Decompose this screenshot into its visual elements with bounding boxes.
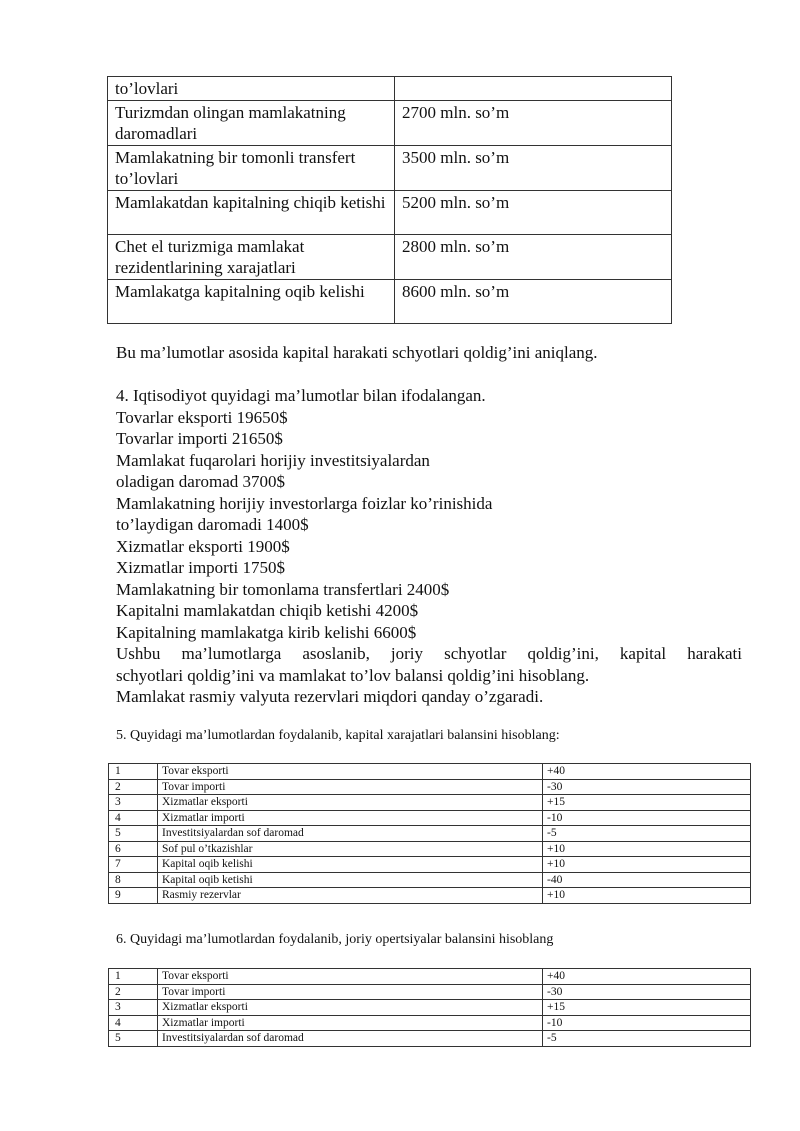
table-row: [108, 235, 672, 280]
table-row: [109, 1031, 751, 1047]
row-value: -5: [543, 1031, 751, 1047]
table-row: [109, 888, 751, 904]
table-row: [109, 810, 751, 826]
table-row: [109, 969, 751, 985]
table-cell-label: Chet el turizmiga mamlakat rezidentlarining xarajatlari: [108, 235, 395, 280]
task4-line: Mamlakat fuqarolari horijiy investitsiyalardan: [116, 450, 430, 470]
table-row: [109, 1000, 751, 1016]
table-cell-label: Mamlakatga kapitalning oqib kelishi: [108, 280, 395, 324]
task4-line: Mamlakatning horijiy investorlarga foizlar ko’rinishida: [116, 493, 493, 513]
row-number: 3: [109, 795, 158, 811]
task5-title: 5. Quyidagi ma’lumotlardan foydalanib, kapital xarajatlari balansini hisoblang:: [116, 728, 560, 743]
row-name: Kapital oqib kelishi: [158, 857, 543, 873]
table-cell-value: 3500 mln. so’m: [395, 146, 672, 191]
table-row: [108, 146, 672, 191]
table-cell-label: to’lovlari: [108, 77, 395, 101]
row-number: 1: [109, 969, 158, 985]
row-value: -30: [543, 984, 751, 1000]
table-row: [109, 764, 751, 780]
table-row: [109, 779, 751, 795]
table-row: [109, 841, 751, 857]
row-name: Investitsiyalardan sof daromad: [158, 826, 543, 842]
task5-table: [108, 763, 751, 904]
row-name: Investitsiyalardan sof daromad: [158, 1031, 543, 1047]
row-name: Sof pul o’tkazishlar: [158, 841, 543, 857]
table-cell-value: 2700 mln. so’m: [395, 101, 672, 146]
table-cell-value: [395, 77, 672, 101]
task4-line: oladigan daromad 3700$: [116, 472, 286, 491]
row-value: +10: [543, 841, 751, 857]
task4-line: Mamlakatning bir tomonlama transfertlari 2400$: [116, 579, 450, 599]
row-number: 7: [109, 857, 158, 873]
task4-question: Mamlakat rasmiy valyuta rezervlari miqdori qanday o’zgaradi.: [116, 687, 544, 706]
row-value: +10: [543, 857, 751, 873]
row-value: -40: [543, 872, 751, 888]
row-name: Xizmatlar eksporti: [158, 795, 543, 811]
row-number: 4: [109, 1015, 158, 1031]
row-name: Tovar eksporti: [158, 969, 543, 985]
table-row: [109, 1015, 751, 1031]
row-number: 2: [109, 779, 158, 795]
row-name: Xizmatlar eksporti: [158, 1000, 543, 1016]
task4-question: Ushbu ma’lumotlarga asoslanib, joriy schyotlar qoldig’ini, kapital harakati: [116, 644, 742, 663]
row-number: 2: [109, 984, 158, 1000]
task4-question: schyotlari qoldig’ini va mamlakat to’lov balansi qoldig’ini hisoblang.: [116, 665, 590, 685]
task3-question: Bu ma’lumotlar asosida kapital harakati schyotlari qoldig’ini aniqlang.: [116, 343, 598, 362]
task4-intro: 4. Iqtisodiyot quyidagi ma’lumotlar bilan ifodalangan.: [116, 386, 486, 405]
task6-table: [108, 968, 751, 1047]
table-cell-value: 8600 mln. so’m: [395, 280, 672, 324]
task4-line: Tovarlar eksporti 19650$: [116, 407, 288, 427]
row-name: Kapital oqib ketishi: [158, 872, 543, 888]
row-number: 9: [109, 888, 158, 904]
row-value: -5: [543, 826, 751, 842]
row-number: 6: [109, 841, 158, 857]
row-name: Xizmatlar importi: [158, 1015, 543, 1031]
task4-line: Kapitalning mamlakatga kirib kelishi 6600$: [116, 622, 417, 642]
row-value: +10: [543, 888, 751, 904]
balance-data-table: [107, 76, 672, 324]
row-name: Rasmiy rezervlar: [158, 888, 543, 904]
table-row: [108, 101, 672, 146]
row-value: -10: [543, 1015, 751, 1031]
table-row: [109, 795, 751, 811]
row-name: Xizmatlar importi: [158, 810, 543, 826]
row-name: Tovar importi: [158, 984, 543, 1000]
table-row: [109, 857, 751, 873]
row-number: 4: [109, 810, 158, 826]
task4-line: Xizmatlar eksporti 1900$: [116, 536, 290, 556]
row-number: 5: [109, 1031, 158, 1047]
task6-title: 6. Quyidagi ma’lumotlardan foydalanib, joriy opertsiyalar balansini hisoblang: [116, 932, 554, 947]
table-cell-label: Mamlakatdan kapitalning chiqib ketishi: [108, 191, 395, 235]
row-number: 8: [109, 872, 158, 888]
row-value: -10: [543, 810, 751, 826]
row-value: +15: [543, 795, 751, 811]
row-value: +40: [543, 969, 751, 985]
row-name: Tovar importi: [158, 779, 543, 795]
table-row: [108, 280, 672, 324]
row-value: -30: [543, 779, 751, 795]
task4-line: Tovarlar importi 21650$: [116, 429, 283, 448]
table-cell-label: Turizmdan olingan mamlakatning daromadlari: [108, 101, 395, 146]
task4-line: Xizmatlar importi 1750$: [116, 558, 286, 577]
row-number: 3: [109, 1000, 158, 1016]
table-cell-value: 2800 mln. so’m: [395, 235, 672, 280]
row-value: +15: [543, 1000, 751, 1016]
row-value: +40: [543, 764, 751, 780]
table-cell-label: Mamlakatning bir tomonli transfert to’lovlari: [108, 146, 395, 191]
task4-line: to’laydigan daromadi 1400$: [116, 515, 309, 534]
table-row: [109, 984, 751, 1000]
table-row: [108, 77, 672, 101]
table-row: [109, 826, 751, 842]
table-row: [108, 191, 672, 235]
table-row: [109, 872, 751, 888]
task4-line: Kapitalni mamlakatdan chiqib ketishi 4200$: [116, 601, 419, 620]
row-number: 5: [109, 826, 158, 842]
row-number: 1: [109, 764, 158, 780]
row-name: Tovar eksporti: [158, 764, 543, 780]
table-cell-value: 5200 mln. so’m: [395, 191, 672, 235]
